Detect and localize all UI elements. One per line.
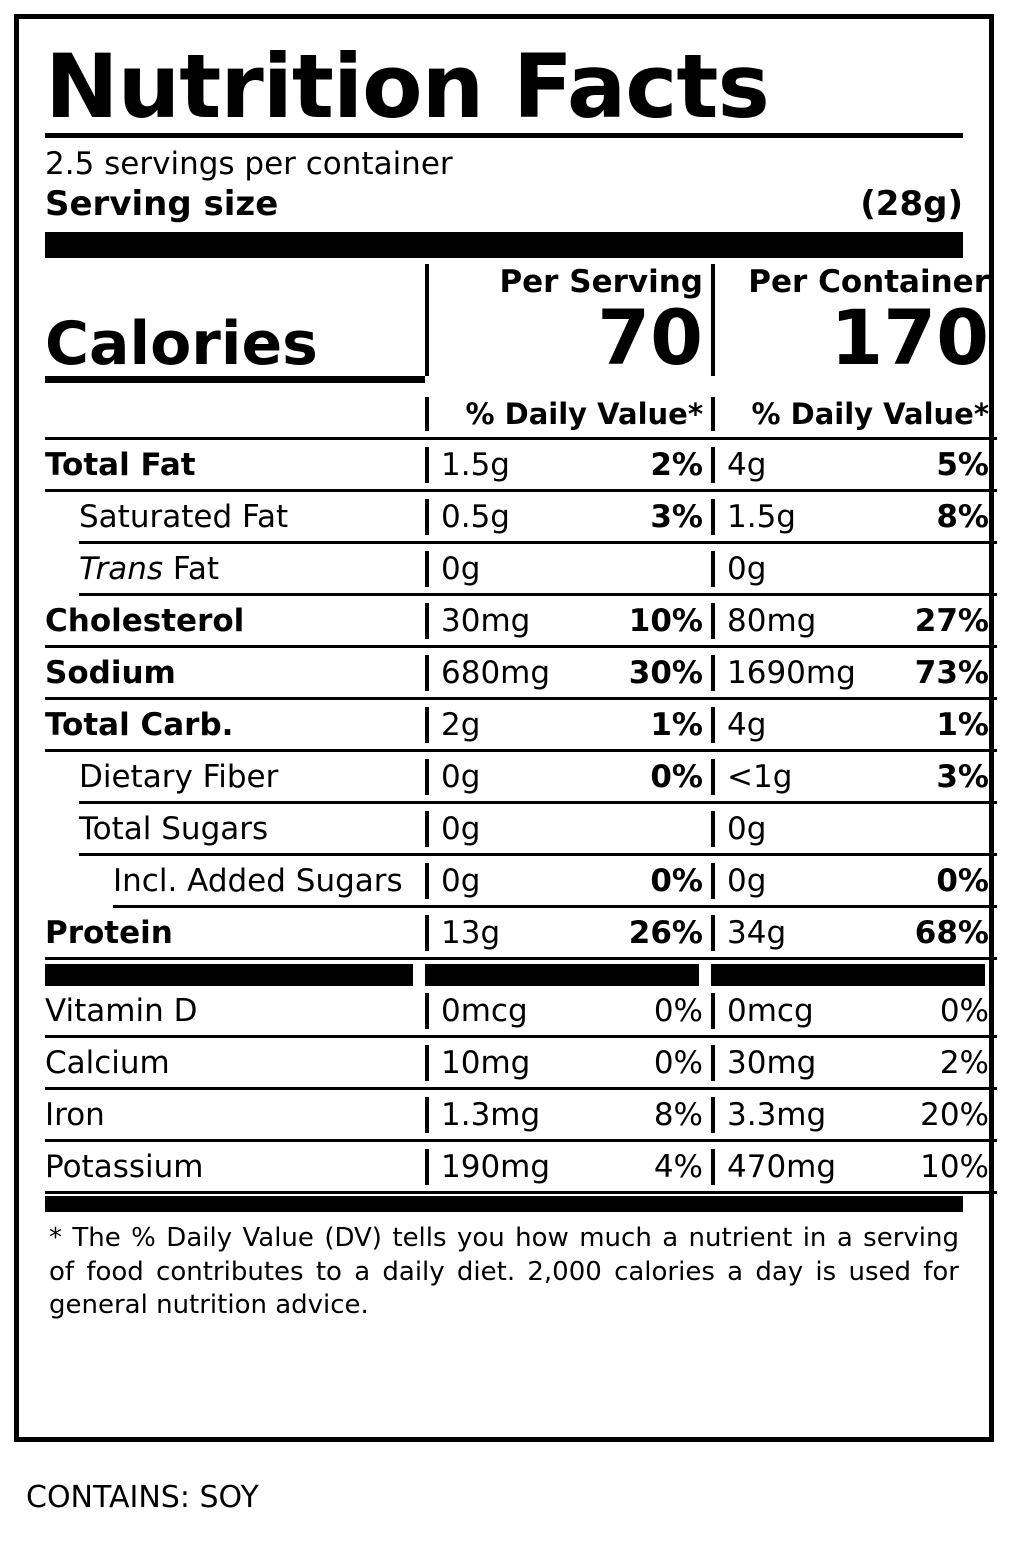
micronutrient-name: Iron <box>45 1097 105 1134</box>
nutrient-amount: 1.5g <box>441 447 510 484</box>
underline-container <box>711 1087 997 1090</box>
calories-row <box>45 293 989 383</box>
nutrient-row-underline <box>45 489 963 492</box>
nutrient-amount: <1g <box>727 759 793 796</box>
micronutrient-row-underline <box>45 1035 963 1038</box>
nutrient-amount: 34g <box>727 915 787 952</box>
underline-serving <box>425 593 711 596</box>
underline-name <box>45 749 425 752</box>
nutrient-name: Cholesterol <box>45 603 245 640</box>
underline-serving <box>425 541 711 544</box>
micronutrient-divider <box>45 964 963 986</box>
nutrient-cell-per-container <box>711 655 997 691</box>
micronutrient-cell-per-serving <box>425 993 711 1029</box>
nutrient-cell-per-container <box>711 811 997 847</box>
nutrient-amount: 0g <box>727 863 767 900</box>
nutrient-daily-value: 68% <box>914 915 989 952</box>
nutrient-daily-value: 8% <box>936 499 989 536</box>
micronutrient-amount: 470mg <box>727 1149 837 1186</box>
underline-container <box>711 1035 997 1038</box>
underline-serving <box>425 1035 711 1038</box>
nutrient-row-underline <box>45 801 963 804</box>
underline-serving <box>425 801 711 804</box>
micronutrient-daily-value: 20% <box>920 1097 989 1134</box>
micronutrient-cell-per-serving <box>425 1149 711 1185</box>
nutrient-daily-value <box>703 551 711 587</box>
nutrient-row-underline <box>45 697 963 700</box>
micronutrient-cell-per-container <box>711 993 997 1029</box>
nutrient-daily-value: 5% <box>936 447 989 484</box>
underline-container <box>711 801 997 804</box>
column-header-per-container: Per Container <box>711 264 997 300</box>
micronutrient-name: Vitamin D <box>45 993 198 1030</box>
nutrition-facts-label <box>14 14 994 1442</box>
nutrient-cell-per-serving <box>425 811 711 847</box>
nutrient-row-underline <box>45 645 963 648</box>
micronutrient-cell-per-container <box>711 1149 997 1185</box>
nutrient-cell-per-container <box>711 603 997 639</box>
underline-container <box>711 749 997 752</box>
nutrient-name: Protein <box>45 915 173 952</box>
nutrient-daily-value <box>989 811 997 847</box>
nutrient-row <box>45 440 989 492</box>
underline-name <box>45 1035 425 1038</box>
nutrient-amount: 0g <box>727 551 767 588</box>
nutrient-name-italic: Trans <box>79 551 164 588</box>
underline-name <box>45 1087 425 1090</box>
nutrient-daily-value: 2% <box>650 447 703 484</box>
nutrient-amount: 0g <box>441 759 481 796</box>
micronutrient-row-underline <box>45 1139 963 1142</box>
micronutrient-divider-gap2 <box>699 964 711 986</box>
micronutrient-row-content <box>45 1142 989 1191</box>
nutrient-daily-value: 3% <box>936 759 989 796</box>
nutrient-row <box>45 596 989 648</box>
micronutrient-row-content <box>45 1038 989 1087</box>
nutrient-row-content <box>45 648 989 697</box>
footnote-text: * The % Daily Value (DV) tells you how much a nutrient in a serving of food contributes to a daily diet. 2,000 calories a day is used for general nutrition advice. <box>49 1223 959 1320</box>
nutrient-daily-value: 10% <box>628 603 703 640</box>
nutrient-amount: 4g <box>727 447 767 484</box>
nutrient-amount: 0.5g <box>441 499 510 536</box>
underline-serving <box>425 1191 711 1194</box>
underline-name <box>79 853 425 856</box>
nutrient-row-content <box>45 596 989 645</box>
dv-underline-container <box>711 437 997 440</box>
column-headers-row <box>45 264 989 301</box>
micronutrient-divider-serving <box>425 964 699 986</box>
underline-container <box>711 593 997 596</box>
nutrient-daily-value: 0% <box>650 759 703 796</box>
underline-container <box>711 645 997 648</box>
nutrient-daily-value: 26% <box>628 915 703 952</box>
nutrient-row-underline <box>45 905 963 908</box>
nutrient-row <box>45 700 989 752</box>
thick-divider-top <box>45 232 963 258</box>
nutrient-rows <box>45 440 989 960</box>
micronutrient-amount: 30mg <box>727 1045 817 1082</box>
micronutrient-name: Calcium <box>45 1045 170 1082</box>
nutrient-daily-value: 3% <box>650 499 703 536</box>
micronutrient-rows <box>45 986 989 1194</box>
nutrient-cell-per-container <box>711 499 997 535</box>
nutrient-cell-per-container <box>711 707 997 743</box>
nutrient-cell-per-serving <box>425 499 711 535</box>
underline-container <box>711 957 997 960</box>
nutrient-daily-value: 1% <box>936 707 989 744</box>
calories-per-serving: 70 <box>425 300 711 376</box>
underline-container <box>711 905 997 908</box>
micronutrient-daily-value: 0% <box>653 1045 703 1082</box>
underline-name <box>79 593 425 596</box>
underline-container <box>711 1139 997 1142</box>
dv-underline-serving <box>425 437 711 440</box>
underline-serving <box>425 957 711 960</box>
nutrient-cell-per-container <box>711 447 997 483</box>
micronutrient-amount: 190mg <box>441 1149 551 1186</box>
micronutrient-cell-per-container <box>711 1097 997 1133</box>
allergen-statement: CONTAINS: SOY <box>26 1480 259 1515</box>
nutrient-name: Total Sugars <box>79 811 269 848</box>
nutrient-row-content <box>45 700 989 749</box>
nutrient-name: Saturated Fat <box>79 499 289 536</box>
nutrient-daily-value: 0% <box>936 863 989 900</box>
nutrient-row-content <box>45 544 963 593</box>
micronutrient-cell-per-container <box>711 1045 997 1081</box>
column-header-per-serving: Per Serving <box>425 264 711 300</box>
calories-underline <box>45 376 963 383</box>
serving-size-row <box>45 184 963 224</box>
underline-serving <box>425 749 711 752</box>
dv-header-spacer <box>45 397 425 431</box>
micronutrient-row <box>45 1142 989 1194</box>
micronutrient-cell-per-serving <box>425 1097 711 1133</box>
micronutrient-row-underline <box>45 1087 963 1090</box>
nutrient-amount: 13g <box>441 915 501 952</box>
underline-container <box>711 489 997 492</box>
nutrient-cell-per-container <box>711 915 997 951</box>
underline-serving <box>425 853 711 856</box>
dv-header-per-container: % Daily Value* <box>711 397 997 431</box>
micronutrient-row-content <box>45 986 989 1035</box>
underline-name <box>45 1191 425 1194</box>
nutrient-cell-per-serving <box>425 759 711 795</box>
nutrient-cell-per-serving <box>425 707 711 743</box>
nutrient-amount: 1690mg <box>727 655 856 692</box>
micronutrient-cell-per-serving <box>425 1045 711 1081</box>
calories-underline-name <box>45 376 425 383</box>
nutrient-cell-per-serving <box>425 603 711 639</box>
nutrient-daily-value: 73% <box>914 655 989 692</box>
underline-container <box>711 1191 997 1194</box>
micronutrient-daily-value: 10% <box>920 1149 989 1186</box>
nutrient-row-content <box>45 492 989 541</box>
serving-size-label: Serving size <box>45 184 279 225</box>
nutrient-amount: 2g <box>441 707 481 744</box>
dv-underline-name <box>45 437 425 440</box>
micronutrient-amount: 10mg <box>441 1045 531 1082</box>
micronutrient-divider-container <box>711 964 985 986</box>
nutrient-row <box>45 908 989 960</box>
nutrient-row-content <box>45 440 989 489</box>
micronutrient-amount: 0mcg <box>727 993 814 1030</box>
underline-name <box>45 1139 425 1142</box>
underline-name <box>45 645 425 648</box>
nutrient-row-underline <box>45 593 963 596</box>
nutrient-daily-value: 30% <box>628 655 703 692</box>
underline-serving <box>425 489 711 492</box>
nutrient-row-content <box>45 856 989 905</box>
nutrient-row <box>45 804 963 856</box>
micronutrient-divider-gap1 <box>413 964 425 986</box>
nutrient-name: Trans Fat <box>79 551 220 588</box>
nutrient-row <box>45 492 989 544</box>
nutrient-cell-per-container <box>711 863 997 899</box>
dv-header-per-serving: % Daily Value* <box>425 397 711 431</box>
nutrient-amount: 80mg <box>727 603 817 640</box>
nutrient-row <box>45 544 963 596</box>
serving-size-value: (28g) <box>860 184 963 225</box>
nutrient-amount: 0g <box>441 551 481 588</box>
nutrient-amount: 30mg <box>441 603 531 640</box>
underline-name <box>79 801 425 804</box>
micronutrient-daily-value: 0% <box>939 993 989 1030</box>
underline-serving <box>425 905 711 908</box>
servings-per-container: 2.5 servings per container <box>45 146 453 183</box>
nutrient-amount: 680mg <box>441 655 551 692</box>
nutrient-daily-value: 27% <box>914 603 989 640</box>
nutrient-row-content <box>45 752 989 801</box>
nutrient-cell-per-container <box>711 551 997 587</box>
nutrient-amount: 0g <box>727 811 767 848</box>
micronutrient-amount: 0mcg <box>441 993 528 1030</box>
nutrient-cell-per-container <box>711 759 997 795</box>
nutrient-cell-per-serving <box>425 915 711 951</box>
nutrient-amount: 0g <box>441 811 481 848</box>
micronutrient-row <box>45 986 989 1038</box>
nutrient-row-underline <box>45 541 963 544</box>
underline-container <box>711 853 997 856</box>
nutrient-daily-value: 0% <box>650 863 703 900</box>
nutrient-cell-per-serving <box>425 551 711 587</box>
micronutrient-divider-name <box>45 964 413 986</box>
underline-name <box>45 957 425 960</box>
nutrient-daily-value <box>703 811 711 847</box>
underline-serving <box>425 697 711 700</box>
underline-container <box>711 541 997 544</box>
nutrient-row-underline <box>45 853 963 856</box>
micronutrient-row-content <box>45 1090 989 1139</box>
micronutrient-row <box>45 1090 989 1142</box>
underline-name <box>113 905 425 908</box>
nutrient-daily-value <box>989 551 997 587</box>
underline-serving <box>425 1139 711 1142</box>
calories-per-container: 170 <box>711 300 997 376</box>
nutrient-name: Total Carb. <box>45 707 234 744</box>
nutrient-name: Total Fat <box>45 447 196 484</box>
nutrient-row <box>45 856 989 908</box>
nutrient-row-underline <box>45 957 963 960</box>
micronutrient-daily-value: 0% <box>653 993 703 1030</box>
footnote-divider <box>45 1196 963 1212</box>
daily-value-header-row <box>45 383 989 432</box>
nutrient-cell-per-serving <box>425 863 711 899</box>
dv-header-underline <box>45 437 963 440</box>
nutrient-name: Sodium <box>45 655 176 692</box>
page-title: Nutrition Facts <box>45 35 769 138</box>
nutrient-name: Dietary Fiber <box>79 759 279 796</box>
underline-serving <box>425 1087 711 1090</box>
nutrient-daily-value: 1% <box>650 707 703 744</box>
nutrient-row-content <box>45 908 989 957</box>
underline-serving <box>425 645 711 648</box>
micronutrient-row <box>45 1038 989 1090</box>
nutrient-row-content <box>45 804 963 853</box>
nutrient-amount: 4g <box>727 707 767 744</box>
underline-name <box>45 697 425 700</box>
micronutrient-name: Potassium <box>45 1149 204 1186</box>
micronutrient-daily-value: 2% <box>939 1045 989 1082</box>
micronutrient-row-underline <box>45 1191 963 1194</box>
calories-label: Calories <box>45 309 318 380</box>
nutrient-amount: 1.5g <box>727 499 796 536</box>
nutrient-row <box>45 752 989 804</box>
nutrient-row-underline <box>45 749 963 752</box>
column-header-spacer <box>45 264 425 300</box>
underline-container <box>711 697 997 700</box>
underline-name <box>45 489 425 492</box>
nutrient-amount: 0g <box>441 863 481 900</box>
nutrient-row <box>45 648 989 700</box>
underline-name <box>79 541 425 544</box>
micronutrient-amount: 1.3mg <box>441 1097 541 1134</box>
micronutrient-amount: 3.3mg <box>727 1097 827 1134</box>
nutrient-cell-per-serving <box>425 655 711 691</box>
nutrient-name: Incl. Added Sugars <box>113 863 403 900</box>
micronutrient-daily-value: 4% <box>653 1149 703 1186</box>
nutrient-cell-per-serving <box>425 447 711 483</box>
micronutrient-daily-value: 8% <box>653 1097 703 1134</box>
